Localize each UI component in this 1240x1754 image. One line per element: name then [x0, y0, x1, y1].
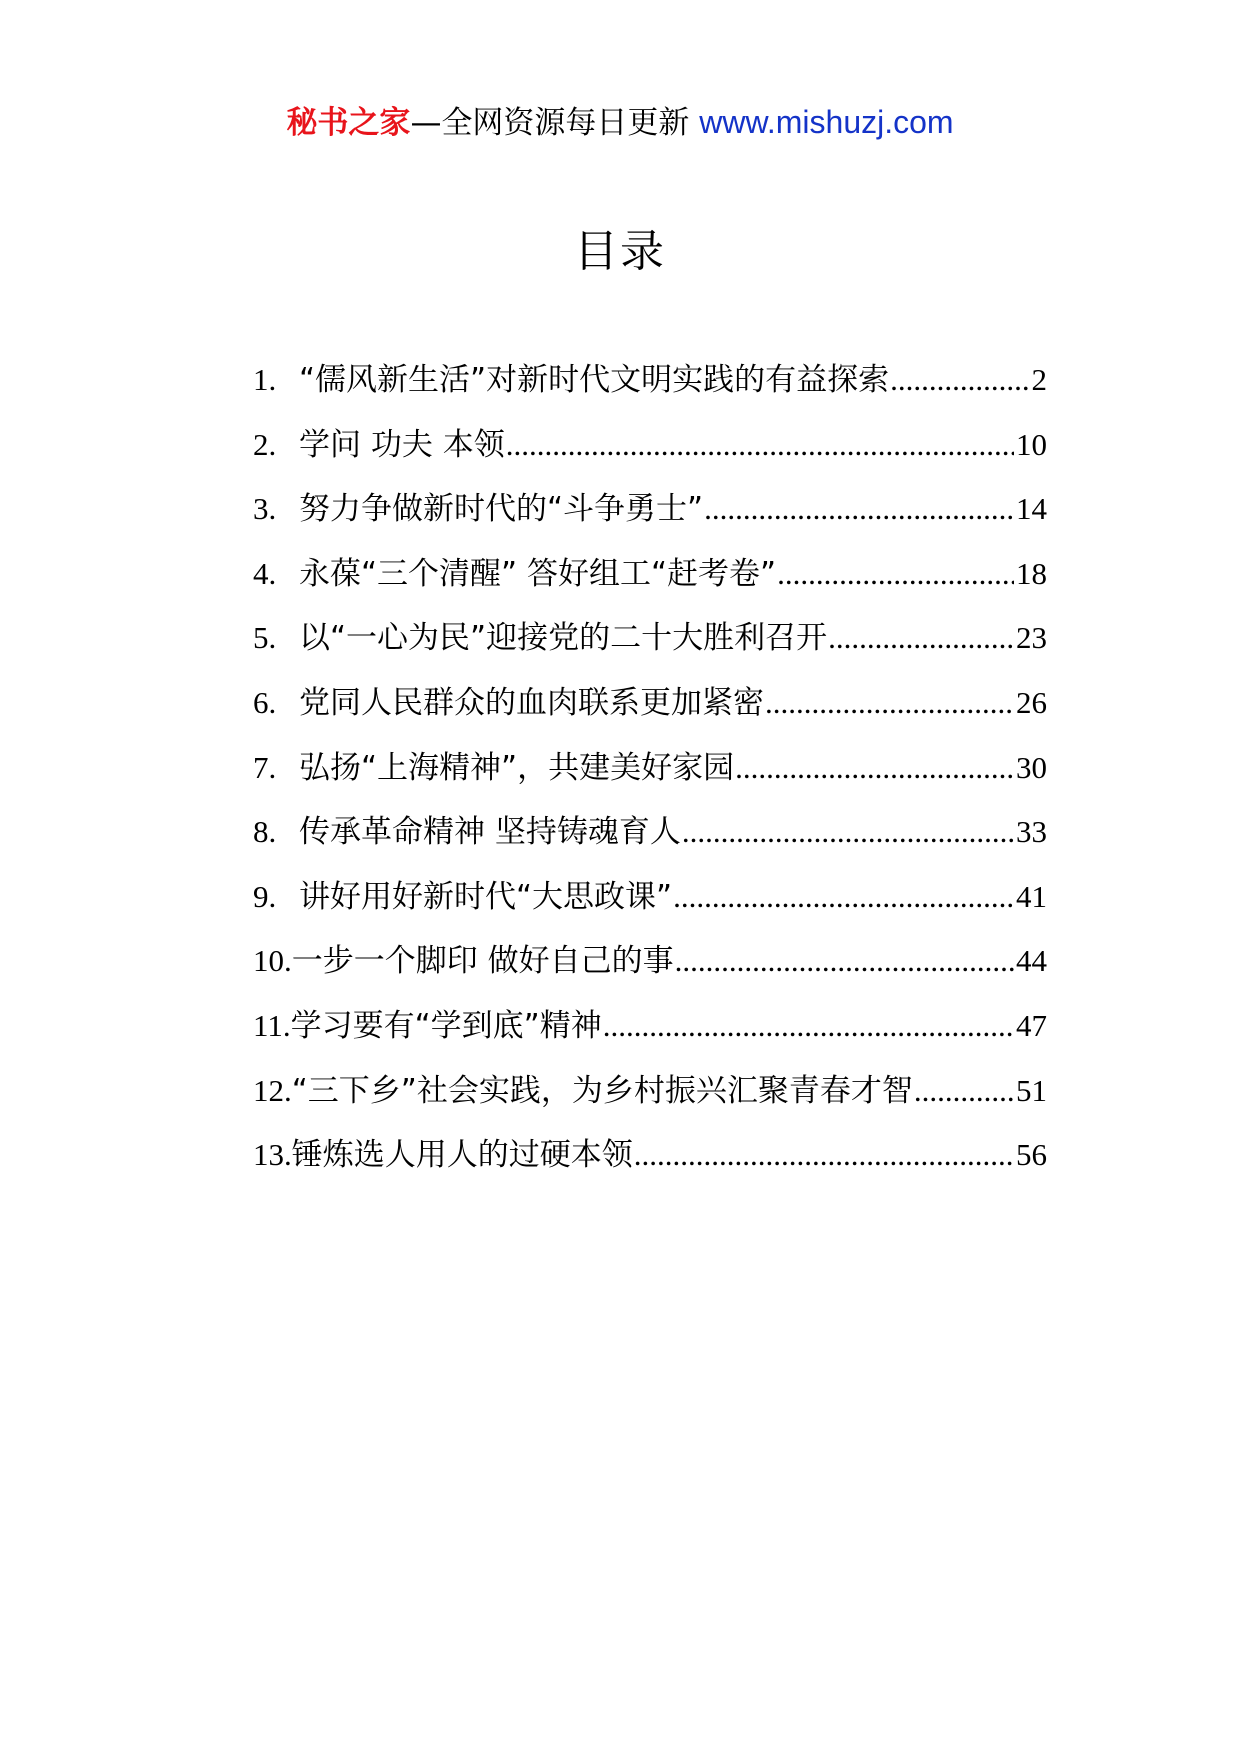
toc-leader-dots — [506, 425, 1014, 465]
toc-item-page: 10 — [1016, 426, 1047, 462]
toc-item-number: 10. — [253, 943, 292, 979]
toc-item-title: 一步一个脚印 做好自己的事 — [291, 943, 674, 980]
toc-leader-dots — [890, 360, 1029, 400]
toc-item-page: 14 — [1016, 491, 1047, 527]
toc-leader-dots — [634, 1135, 1014, 1175]
toc-item-number: 8. — [253, 814, 277, 850]
toc-leader-dots — [603, 1006, 1014, 1046]
page-title: 目录 — [574, 226, 666, 277]
toc-item[interactable] — [253, 683, 1047, 748]
toc-item-page: 18 — [1016, 555, 1047, 591]
toc-item[interactable] — [253, 489, 1047, 554]
toc-item-number: 1. — [253, 362, 277, 397]
toc-item-title: “儒风新生活”对新时代文明实践的有益探索 — [299, 362, 890, 398]
brand-name: 秘书之家 — [286, 105, 411, 141]
toc-item-number: 9. — [253, 878, 277, 914]
toc-leader-dots — [735, 748, 1014, 788]
table-of-contents — [253, 360, 1047, 1200]
toc-leader-dots — [777, 554, 1014, 594]
toc-item-page: 33 — [1016, 814, 1047, 850]
toc-item[interactable] — [253, 618, 1047, 683]
toc-item-title: 弘扬“上海精神”，共建美好家园 — [299, 749, 735, 786]
toc-leader-dots — [765, 683, 1014, 723]
toc-leader-dots — [704, 489, 1014, 529]
toc-item-number: 12. — [253, 1072, 292, 1108]
toc-item-number: 5. — [253, 620, 277, 656]
toc-item[interactable] — [253, 877, 1047, 942]
toc-item-page: 44 — [1016, 943, 1047, 979]
toc-item-title: 以“一心为民”迎接党的二十大胜利召开 — [299, 620, 828, 657]
toc-item-number: 4. — [253, 555, 277, 591]
toc-item-title: 永葆“三个清醒” 答好组工“赶考卷” — [299, 555, 777, 592]
toc-item-number: 3. — [253, 491, 277, 527]
toc-item-title: 学问 功夫 本领 — [299, 426, 505, 463]
toc-item-page: 23 — [1016, 620, 1047, 656]
toc-item-number: 13. — [253, 1137, 292, 1173]
toc-item-number: 6. — [253, 684, 277, 720]
toc-leader-dots — [673, 877, 1014, 917]
toc-item[interactable] — [253, 425, 1047, 490]
toc-item-number: 7. — [253, 749, 277, 785]
toc-item-title: 讲好用好新时代“大思政课” — [299, 878, 673, 915]
toc-item-page: 47 — [1016, 1007, 1047, 1043]
toc-item-title: 学习要有“学到底”精神 — [290, 1007, 602, 1044]
toc-item-page: 26 — [1016, 684, 1047, 720]
toc-item-page: 30 — [1016, 749, 1047, 785]
toc-item-title: 努力争做新时代的“斗争勇士” — [299, 491, 704, 528]
toc-item[interactable] — [253, 554, 1047, 619]
toc-leader-dots — [675, 941, 1014, 981]
toc-item[interactable] — [253, 1135, 1047, 1200]
toc-item-number: 2. — [253, 426, 277, 462]
toc-item-title: 党同人民群众的血肉联系更加紧密 — [299, 684, 764, 721]
toc-item-page: 56 — [1016, 1137, 1047, 1173]
toc-item-title: “三下乡”社会实践，为乡村振兴汇聚青春才智 — [291, 1072, 913, 1109]
toc-item[interactable] — [253, 1071, 1047, 1136]
toc-item-page: 51 — [1016, 1072, 1047, 1108]
toc-item[interactable] — [253, 1006, 1047, 1071]
toc-leader-dots — [682, 812, 1014, 852]
header-slogan: —全网资源每日更新 — [410, 105, 690, 141]
site-url[interactable]: www.mishuzj.com — [699, 104, 954, 140]
toc-item-title: 传承革命精神 坚持铸魂育人 — [299, 814, 681, 851]
toc-leader-dots — [828, 618, 1014, 658]
toc-item[interactable] — [253, 941, 1047, 1006]
toc-item[interactable] — [253, 748, 1047, 813]
toc-item-page: 41 — [1016, 878, 1047, 914]
page-header — [0, 98, 1240, 147]
toc-item-title: 锤炼选人用人的过硬本领 — [291, 1137, 633, 1174]
toc-item-page: 2 — [1031, 362, 1047, 397]
toc-leader-dots — [914, 1071, 1014, 1111]
toc-item[interactable] — [253, 812, 1047, 877]
toc-item-number: 11. — [253, 1007, 291, 1043]
toc-item[interactable] — [253, 360, 1047, 425]
